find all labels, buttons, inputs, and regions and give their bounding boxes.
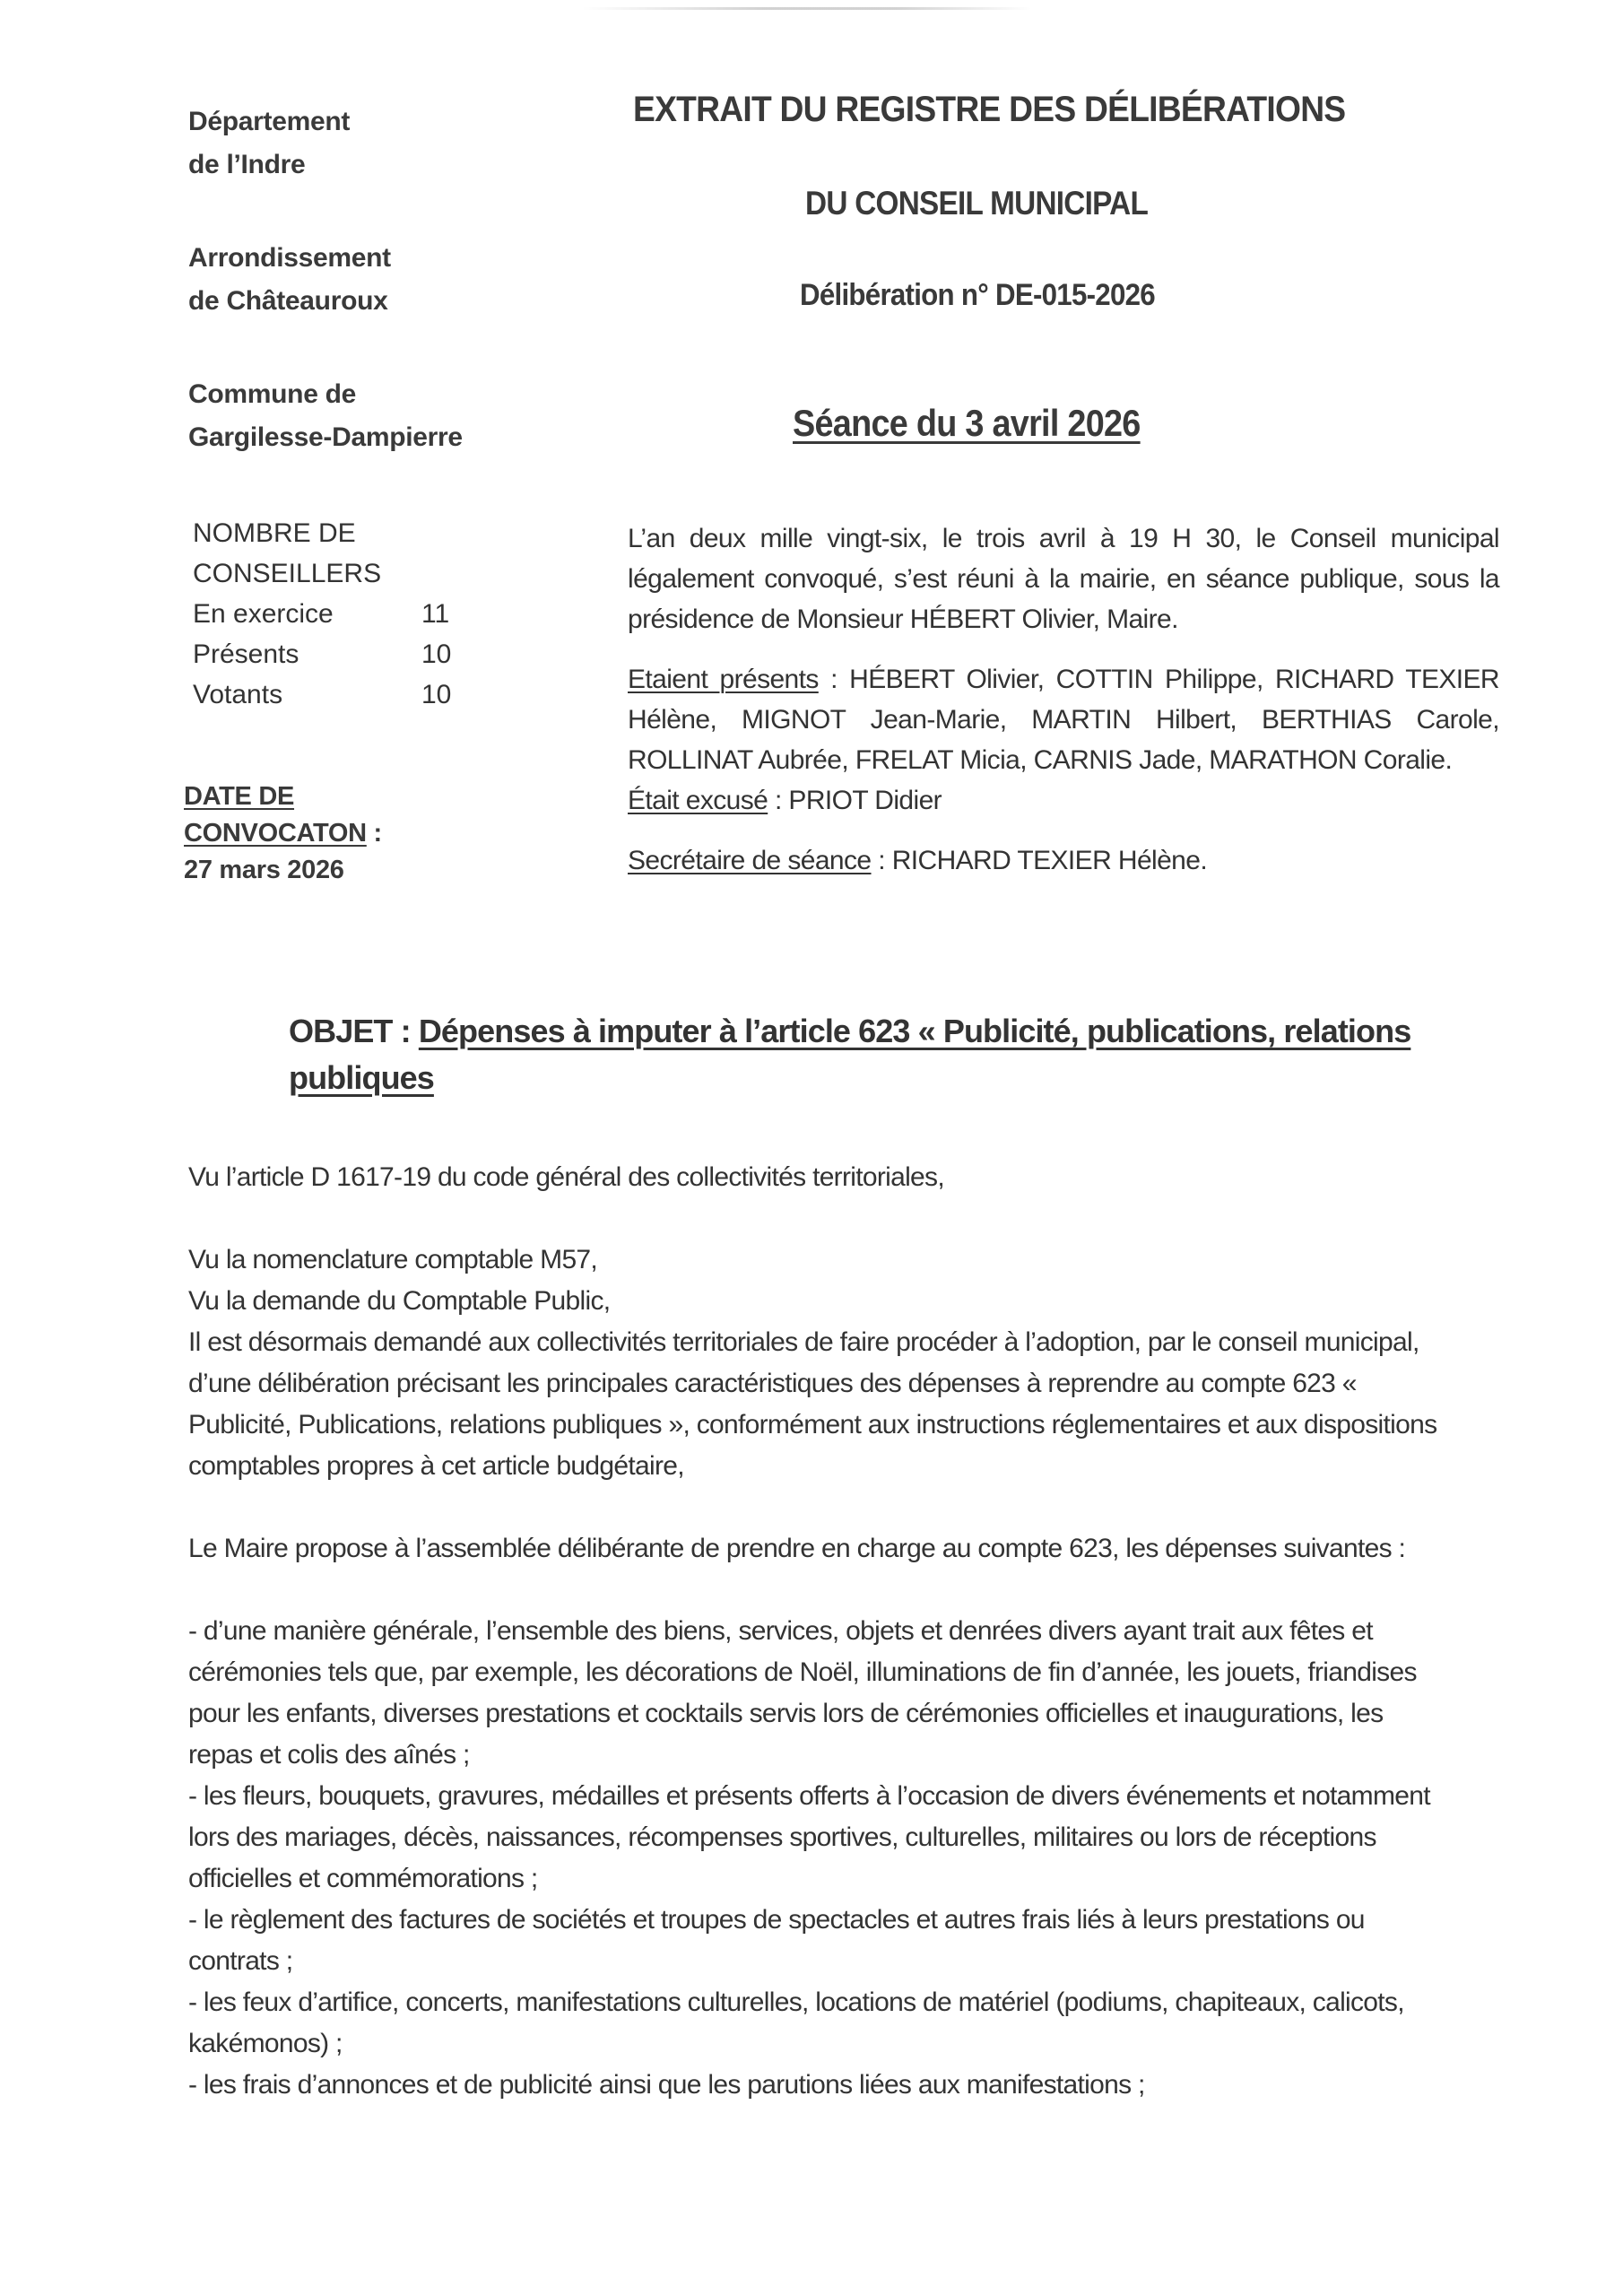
- commune-line-1: Commune de: [188, 379, 357, 409]
- present-label: Etaient présents: [628, 665, 819, 694]
- objet-label: OBJET :: [289, 1013, 419, 1049]
- document-title: EXTRAIT DU REGISTRE DES DÉLIBÉRATIONS: [633, 90, 1346, 129]
- count-label: Votants: [193, 680, 283, 709]
- expense-list: [188, 1611, 1444, 2106]
- secretary-name: : RICHARD TEXIER Hélène.: [871, 846, 1208, 875]
- objet-text: Dépenses à imputer à l’article 623 « Publicité, publications, relations publiques: [289, 1013, 1411, 1096]
- count-label: En exercice: [193, 599, 334, 629]
- secretary-label: Secrétaire de séance: [628, 846, 872, 875]
- departement-block: [188, 100, 583, 187]
- count-row-votants: [193, 674, 498, 715]
- count-label: Présents: [193, 639, 299, 669]
- convocation-colon: :: [366, 819, 382, 848]
- session-details: [628, 518, 1499, 881]
- scan-edge-artifact: [583, 7, 1031, 10]
- count-row-presents: [193, 634, 498, 674]
- count-value: 11: [421, 599, 450, 629]
- vu-article: Vu l’article D 1617-19 du code général des collectivités territoriales,: [188, 1162, 944, 1192]
- arrondissement-line-1: Arrondissement: [188, 243, 391, 273]
- session-intro: L’an deux mille vingt-six, le trois avril à 19 H 30, le Conseil municipal légalement convoqué, s’est réuni à la mairie, en séance publique, sous la présidence de Monsieur HÉBERT Olivier, Maire.: [628, 524, 1499, 634]
- secretary: [628, 840, 1499, 881]
- maire-proposal: Le Maire propose à l’assemblée délibérante de prendre en charge au compte 623, les dépenses suivantes :: [188, 1534, 1406, 1563]
- present-list: : HÉBERT Olivier, COTTIN Philippe, RICHARD TEXIER Hélène, MIGNOT Jean-Marie, MARTIN Hilbert, BERTHIAS Carole, ROLLINAT Aubrée, FRELAT Micia, CARNIS Jade, MARATHON Coralie.: [628, 665, 1499, 775]
- considerant: Il est désormais demandé aux collectivités territoriales de faire procéder à l’adoption, par le conseil municipal, d’une délibération précisant les principales caractéristiques des dépenses à reprendre au compte 623 « Publicité, Publications, relations publiques », conformément aux instructions réglementaires et aux dispositions comptables propres à cet article budgétaire,: [188, 1327, 1437, 1481]
- commune-line-2: Gargilesse-Dampierre: [188, 422, 463, 452]
- objet-heading: [289, 1008, 1454, 1101]
- excused-label: Était excusé: [628, 786, 768, 815]
- counts-heading-2: CONSEILLERS: [193, 559, 382, 588]
- vu-demande: Vu la demande du Comptable Public,: [188, 1286, 611, 1316]
- departement-line-2: de l’Indre: [188, 150, 306, 179]
- deliberation-body: [188, 1157, 1444, 2106]
- present-members: [628, 659, 1499, 780]
- convocation-date-block: [184, 778, 453, 889]
- counts-heading-1: NOMBRE DE: [193, 518, 356, 548]
- count-row-en-exercice: [193, 594, 498, 634]
- departement-line-1: Département: [188, 107, 351, 136]
- excused-list: : PRIOT Didier: [768, 786, 942, 815]
- deliberation-number: Délibération n° DE-015-2026: [800, 278, 1155, 312]
- administrative-header: [188, 100, 583, 459]
- convocation-date: 27 mars 2026: [184, 856, 344, 884]
- vu-nomenclature: Vu la nomenclature comptable M57,: [188, 1245, 598, 1274]
- convocation-label-2: CONVOCATON: [184, 819, 367, 848]
- convocation-label-1: DATE DE: [184, 782, 295, 811]
- commune-block: [188, 373, 583, 459]
- seance-date: Séance du 3 avril 2026: [793, 402, 1141, 444]
- arrondissement-line-2: de Châteauroux: [188, 286, 388, 316]
- expense-item: - les fleurs, bouquets, gravures, médailles et présents offerts à l’occasion de divers événements et notamment lors des mariages, décès, naissances, récompenses sportives, culturelles, militaires ou lors de réceptions officielles et commémorations ;: [188, 1781, 1430, 1893]
- excused-members: [628, 780, 1499, 821]
- count-value: 10: [421, 639, 452, 669]
- expense-item: - les frais d’annonces et de publicité ainsi que les parutions liées aux manifestations ;: [188, 2070, 1145, 2100]
- expense-item: - les feux d’artifice, concerts, manifestations culturelles, locations de matériel (podiums, chapiteaux, calicots, kakémonos) ;: [188, 1987, 1404, 2058]
- document-subtitle: DU CONSEIL MUNICIPAL: [805, 185, 1149, 222]
- expense-item: - d’une manière générale, l’ensemble des biens, services, objets et denrées divers ayant trait aux fêtes et cérémonies tels que, par exemple, les décorations de Noël, illuminations de fin d’année, les jouets, friandises pour les enfants, diverses prestations et cocktails servis lors de cérémonies officielles et inaugurations, les repas et colis des aînés ;: [188, 1616, 1417, 1770]
- count-value: 10: [421, 680, 452, 709]
- expense-item: - le règlement des factures de sociétés et troupes de spectacles et autres frais liés à leurs prestations ou contrats ;: [188, 1905, 1365, 1976]
- councillor-counts: [193, 513, 498, 715]
- arrondissement-block: [188, 237, 583, 323]
